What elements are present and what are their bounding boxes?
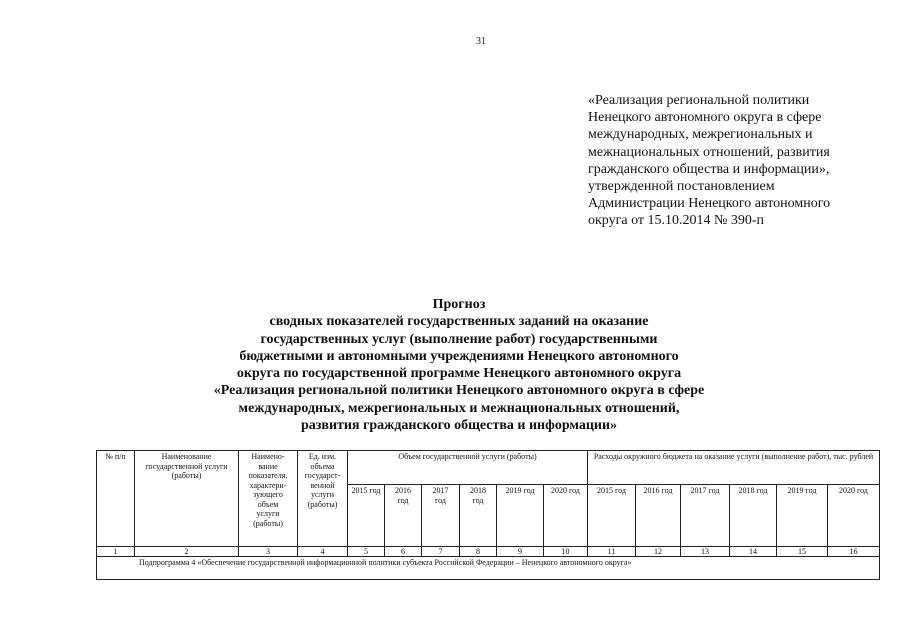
column-number: 5: [348, 547, 385, 557]
column-number: 2: [135, 547, 239, 557]
header-volume-year: 2018 год: [460, 485, 497, 547]
header-expenses-group: Расходы окружного бюджета на оказание услуги (выполнение работ), тыс. рублей: [588, 451, 880, 485]
header-number: № п/п: [97, 451, 135, 547]
column-number: 13: [681, 547, 730, 557]
column-number: 6: [385, 547, 422, 557]
header-volume-year: 2016 год: [385, 485, 422, 547]
column-number: 15: [777, 547, 828, 557]
subprogram-title: Подпрограмма 4 «Обеспечение государственной информационной политики субъекта Российской Федерации – Ненецкого автономного округа»: [97, 557, 880, 580]
title-line: Прогноз: [432, 297, 486, 312]
column-number: 9: [497, 547, 544, 557]
header-expense-year: 2018 год: [730, 485, 777, 547]
column-number: 10: [544, 547, 588, 557]
column-number: 16: [828, 547, 880, 557]
column-number: 4: [298, 547, 348, 557]
page-number: 31: [476, 36, 486, 47]
subprogram-row: [97, 557, 880, 580]
column-number: 14: [730, 547, 777, 557]
column-number-row: [97, 547, 880, 557]
title-line: сводных показателей государственных заданий на оказание: [269, 314, 649, 330]
header-expense-year: 2015 год: [588, 485, 636, 547]
header-unit: Ед. изм. объема государст- венной услуги (работы): [298, 451, 348, 547]
column-number: 8: [460, 547, 497, 557]
approval-reference: «Реализация региональной политики Ненецкого автономного округа в сфере международных, межрегиональных и межнациональных отношений, развития гражданского общества и информации», утвержденной постановлением Администрации Ненецкого автономного округа от 15.10.2014 № 390-п: [588, 93, 831, 229]
title-line: «Реализация региональной политики Ненецкого автономного округа в сфере: [213, 383, 705, 399]
title-line: бюджетными и автономными учреждениями Ненецкого автономного: [239, 348, 679, 364]
header-volume-year: 2019 год: [497, 485, 544, 547]
column-number: 11: [588, 547, 636, 557]
header-expense-year: 2019 год: [777, 485, 828, 547]
header-volume-year: 2015 год: [348, 485, 385, 547]
header-expense-year: 2017 год: [681, 485, 730, 547]
header-expense-year: 2016 год: [636, 485, 681, 547]
header-volume-group: Объем государственной услуги (работы): [348, 451, 588, 485]
header-expense-year: 2020 год: [828, 485, 880, 547]
title-line: международных, межрегиональных и межнациональных отношений,: [238, 400, 680, 416]
column-number: 1: [97, 547, 135, 557]
header-service-name: Наименование государственной услуги (работы): [135, 451, 239, 547]
title-line: государственных услуг (выполнение работ) государственными: [260, 331, 658, 347]
column-number: 3: [239, 547, 298, 557]
header-indicator: Наимено- вание показателя, характери- зующего объем услуги (работы): [239, 451, 298, 547]
header-volume-year: 2017 год: [422, 485, 460, 547]
column-number: 7: [422, 547, 460, 557]
title-line: развития гражданского общества и информации»: [300, 418, 618, 434]
title-line: округа по государственной программе Ненецкого автономного округа: [236, 366, 682, 382]
forecast-table: [96, 450, 880, 580]
document-title: [150, 296, 768, 434]
column-number: 12: [636, 547, 681, 557]
header-volume-year: 2020 год: [544, 485, 588, 547]
